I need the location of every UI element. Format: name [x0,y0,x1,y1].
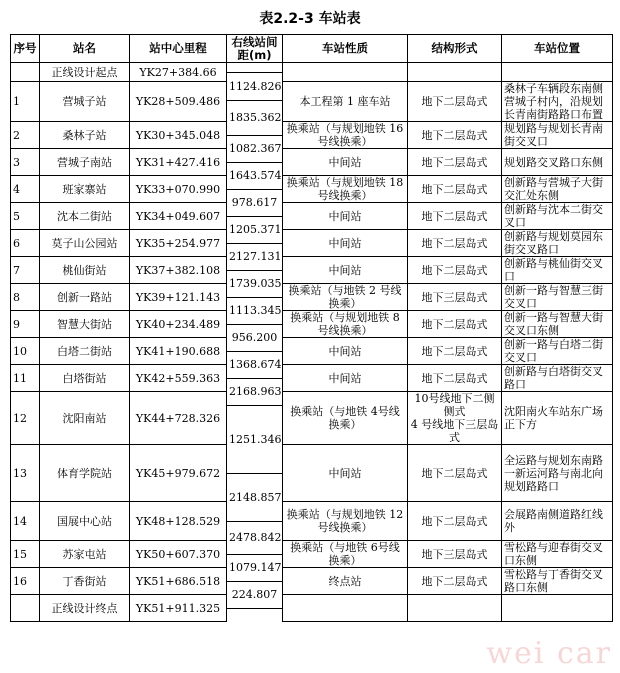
row-seq [11,63,40,82]
station-location: 全运路与规划东南路一新运河路与南北向规划路路口 [502,445,613,502]
table-row [11,122,613,136]
table-row [11,257,613,271]
station-seq: 8 [11,284,40,311]
station-name: 沈本二街站 [40,203,130,230]
station-nature: 中间站 [283,445,408,502]
header-mileage: 站中心里程 [130,35,227,63]
station-seq: 1 [11,82,40,122]
station-nature: 本工程第 1 座车站 [283,82,408,122]
station-structure: 地下二层岛式 [408,230,502,257]
station-name: 桃仙街站 [40,257,130,284]
station-location: 桑林子车辆段东南侧营城子村内，沿规划长青南街路路口布置 [502,82,613,122]
station-location: 沈阳南火车站东广场正下方 [502,392,613,445]
station-location: 规划路与规划长青南街交叉口 [502,122,613,149]
station-mileage: YK37+382.108 [130,257,227,284]
station-seq: 7 [11,257,40,284]
distance-cell: 1251.346 [227,405,283,473]
station-location: 创新路与沈本二街交叉口 [502,203,613,230]
start-nature [283,63,408,82]
table-row [11,311,613,325]
table-row [11,392,613,406]
start-location [502,63,613,82]
station-structure: 地下二层岛式 [408,445,502,502]
station-structure: 地下二层岛式 [408,311,502,338]
distance-cell: 2127.131 [227,243,283,270]
station-structure: 地下二层岛式 [408,568,502,595]
station-seq: 13 [11,445,40,502]
station-name: 白塔街站 [40,365,130,392]
station-mileage: YK51+686.518 [130,568,227,595]
distance-cell: 1205.371 [227,216,283,243]
station-location: 规划路交叉路口东侧 [502,149,613,176]
station-location: 创新路与桃仙街交叉口 [502,257,613,284]
station-location: 创新路与规划莫园东街交叉路口 [502,230,613,257]
table-row [11,149,613,163]
header-seq: 序号 [11,35,40,63]
station-name: 班家寨站 [40,176,130,203]
table-row [11,568,613,582]
distance-cell: 224.807 [227,581,283,608]
station-nature: 中间站 [283,203,408,230]
station-seq: 3 [11,149,40,176]
station-nature: 中间站 [283,149,408,176]
table-row [11,176,613,190]
table-row [11,502,613,522]
station-name: 创新一路站 [40,284,130,311]
table-row [11,230,613,244]
station-mileage: YK39+121.143 [130,284,227,311]
station-seq: 4 [11,176,40,203]
station-structure: 地下二层岛式 [408,257,502,284]
station-name: 体育学院站 [40,445,130,502]
table-row [11,82,613,101]
station-name: 白塔二街站 [40,338,130,365]
station-name: 营城子南站 [40,149,130,176]
table-row [11,284,613,298]
table-row [11,203,613,217]
station-name: 沈阳南站 [40,392,130,445]
station-name: 智慧大街站 [40,311,130,338]
distance-cell: 2168.963 [227,378,283,405]
station-mileage: YK50+607.370 [130,541,227,568]
station-nature: 换乘站（与地铁 6号线换乘） [283,541,408,568]
watermark: wei car [486,636,612,671]
distance-cell: 1082.367 [227,135,283,162]
distance-cell: 1835.362 [227,100,283,135]
station-nature: 换乘站（与规划地铁 18 号线换乘） [283,176,408,203]
station-seq: 14 [11,502,40,541]
station-seq: 2 [11,122,40,149]
distance-cell: 1113.345 [227,297,283,324]
station-seq: 6 [11,230,40,257]
station-mileage: YK34+049.607 [130,203,227,230]
station-structure: 10号线地下二侧侧式 4 号线地下三层岛式 [408,392,502,445]
distance-cell: 956.200 [227,324,283,351]
distance-top-blank [227,63,283,73]
start-mileage: YK27+384.66 [130,63,227,82]
station-seq: 10 [11,338,40,365]
station-mileage: YK41+190.688 [130,338,227,365]
station-structure: 地下三层岛式 [408,284,502,311]
table-row [11,365,613,379]
station-structure: 地下二层岛式 [408,82,502,122]
row-seq [11,595,40,622]
distance-cell: 2148.857 [227,473,283,521]
station-nature: 换乘站（与地铁 4号线换乘） [283,392,408,445]
end-structure [408,595,502,622]
station-table [10,34,613,622]
station-mileage: YK44+728.326 [130,392,227,445]
station-location: 创新一路与智慧大街交叉口东侧 [502,311,613,338]
header-nature: 车站性质 [283,35,408,63]
station-nature: 换乘站（与地铁 2 号线换乘） [283,284,408,311]
distance-cell: 1643.574 [227,162,283,189]
station-structure: 地下三层岛式 [408,541,502,568]
station-nature: 中间站 [283,230,408,257]
station-structure: 地下二层岛式 [408,203,502,230]
station-name: 苏家屯站 [40,541,130,568]
station-nature: 中间站 [283,365,408,392]
station-seq: 9 [11,311,40,338]
table-row [11,338,613,352]
header-name: 站名 [40,35,130,63]
distance-cell: 978.617 [227,189,283,216]
station-mileage: YK33+070.990 [130,176,227,203]
station-location: 雪松路与丁香街交叉路口东侧 [502,568,613,595]
station-nature: 换乘站（与规划地铁 12 号线换乘） [283,502,408,541]
header-distance: 右线站间距(m) [227,35,283,63]
station-mileage: YK45+979.672 [130,445,227,502]
station-mileage: YK28+509.486 [130,82,227,122]
station-location: 创新路与白塔街交叉路口 [502,365,613,392]
station-structure: 地下二层岛式 [408,502,502,541]
station-location: 创新一路与白塔二街交叉口 [502,338,613,365]
end-name: 正线设计终点 [40,595,130,622]
header-structure: 结构形式 [408,35,502,63]
station-name: 国展中心站 [40,502,130,541]
distance-cell: 1079.147 [227,554,283,581]
table-row [11,445,613,474]
station-structure: 地下二层岛式 [408,176,502,203]
table-row [11,541,613,555]
distance-cell: 1124.826 [227,72,283,100]
station-seq: 11 [11,365,40,392]
station-nature: 中间站 [283,257,408,284]
station-mileage: YK48+128.529 [130,502,227,541]
station-nature: 换乘站（与规划地铁 16 号线换乘） [283,122,408,149]
table-caption: 表2.2-3 车站表 [259,11,361,27]
station-seq: 5 [11,203,40,230]
station-seq: 16 [11,568,40,595]
end-mileage: YK51+911.325 [130,595,227,622]
table-row [11,63,613,73]
distance-cell: 1368.674 [227,351,283,378]
distance-bottom-blank [227,608,283,622]
end-location [502,595,613,622]
start-structure [408,63,502,82]
station-structure: 地下二层岛式 [408,338,502,365]
station-structure: 地下二层岛式 [408,365,502,392]
station-seq: 12 [11,392,40,445]
station-location: 创新一路与智慧三街交叉口 [502,284,613,311]
station-mileage: YK31+427.416 [130,149,227,176]
station-location: 雪松路与迎春街交叉口东侧 [502,541,613,568]
station-name: 丁香街站 [40,568,130,595]
station-location: 会展路南侧道路红线外 [502,502,613,541]
start-name: 正线设计起点 [40,63,130,82]
station-nature: 终点站 [283,568,408,595]
station-structure: 地下二层岛式 [408,122,502,149]
station-name: 营城子站 [40,82,130,122]
station-mileage: YK35+254.977 [130,230,227,257]
station-nature: 换乘站（与规划地铁 8 号线换乘） [283,311,408,338]
station-mileage: YK40+234.489 [130,311,227,338]
distance-cell: 2478.842 [227,521,283,554]
end-nature [283,595,408,622]
table-row [11,595,613,609]
station-structure: 地下二层岛式 [408,149,502,176]
station-name: 莫子山公园站 [40,230,130,257]
station-name: 桑林子站 [40,122,130,149]
station-mileage: YK30+345.048 [130,122,227,149]
station-seq: 15 [11,541,40,568]
station-nature: 中间站 [283,338,408,365]
station-location: 创新路与营城子大街交汇处东侧 [502,176,613,203]
header-location: 车站位置 [502,35,613,63]
station-mileage: YK42+559.363 [130,365,227,392]
distance-cell: 1739.035 [227,270,283,297]
